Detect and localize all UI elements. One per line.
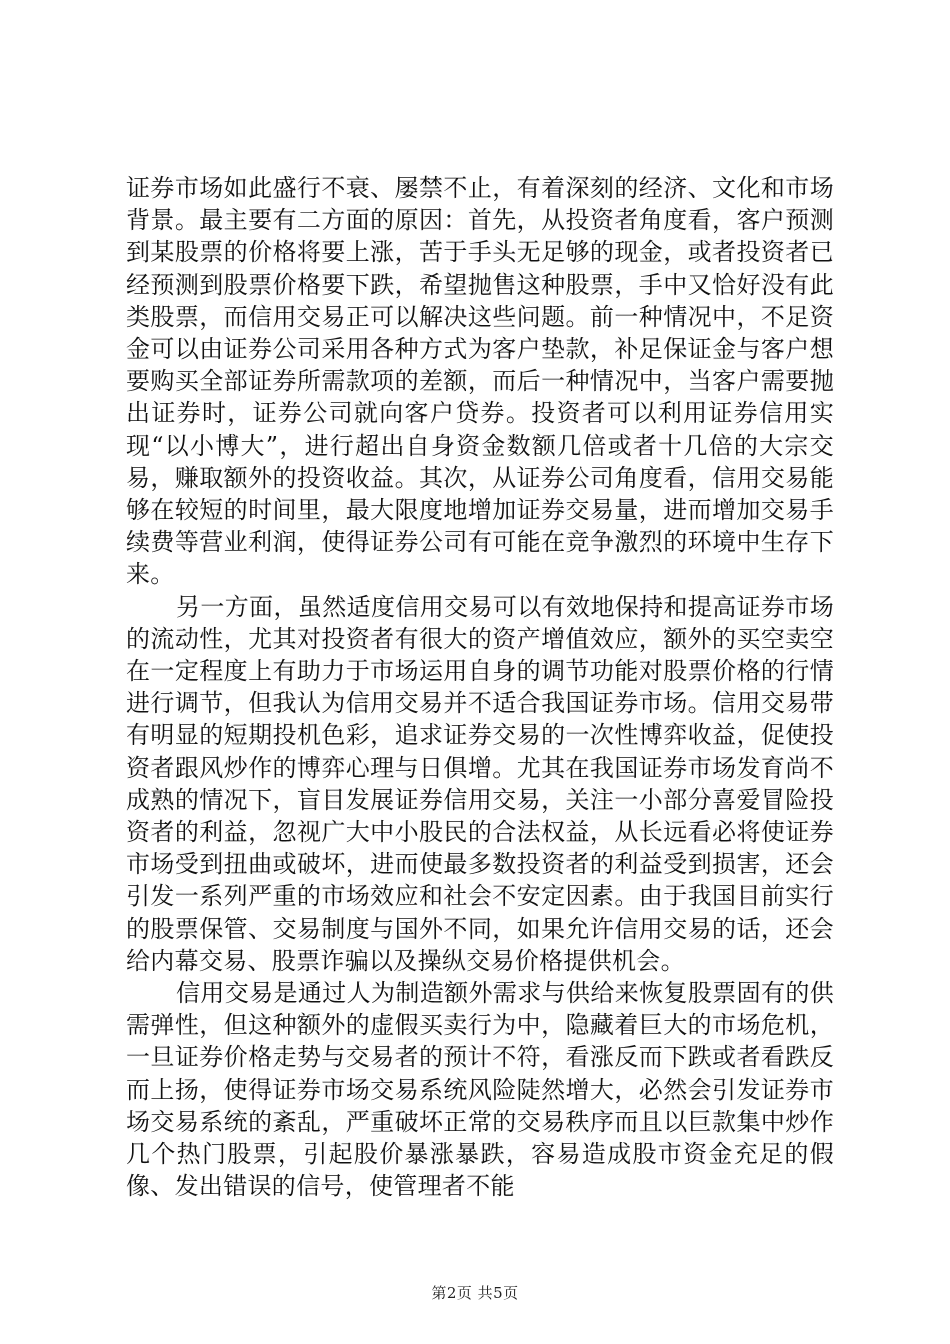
page-number: 第2页 共5页	[431, 1284, 519, 1302]
paragraph-3: 信用交易是通过人为制造额外需求与供给来恢复股票固有的供需弹性，但这种额外的虚假买卖行为中，隐藏着巨大的市场危机，一旦证券价格走势与交易者的预计不符，看涨反而下跌或者看跌反而上扬，使得证券市场交易系统风险陡然增大，必然会引发证券市场交易系统的紊乱，严重破坏正常的交易秩序而且以巨款集中炒作几个热门股票，引起股价暴涨暴跌，容易造成股市资金充足的假像、发出错误的信号，使管理者不能	[126, 979, 834, 1201]
page-footer	[0, 1282, 950, 1303]
document-body	[126, 172, 834, 1203]
paragraph-1: 证券市场如此盛行不衰、屡禁不止，有着深刻的经济、文化和市场背景。最主要有二方面的原因：首先，从投资者角度看，客户预测到某股票的价格将要上涨，苦于手头无足够的现金，或者投资者已经预测到股票价格要下跌，希望抛售这种股票，手中又恰好没有此类股票，而信用交易正可以解决这些问题。前一种情况中，不足资金可以由证券公司采用各种方式为客户垫款，补足保证金与客户想要购买全部证券所需款项的差额，而后一种情况中，当客户需要抛出证券时，证券公司就向客户贷券。投资者可以利用证券信用实现“以小博大”，进行超出自身资金数额几倍或者十几倍的大宗交易，赚取额外的投资收益。其次，从证券公司角度看，信用交易能够在较短的时间里，最大限度地增加证券交易量，进而增加交易手续费等营业利润，使得证券公司有可能在竞争激烈的环境中生存下来。	[126, 174, 834, 589]
paragraph-2: 另一方面，虽然适度信用交易可以有效地保持和提高证券市场的流动性，尤其对投资者有很大的资产增值效应，额外的买空卖空在一定程度上有助力于市场运用自身的调节功能对股票价格的行情进行调节，但我认为信用交易并不适合我国证券市场。信用交易带有明显的短期投机色彩，追求证券交易的一次性博弈收益，促使投资者跟风炒作的博弈心理与日俱增。尤其在我国证券市场发育尚不成熟的情况下，盲目发展证券信用交易，关注一小部分喜爱冒险投资者的利益，忽视广大中小股民的合法权益，从长远看必将使证券市场受到扭曲或破坏，进而使最多数投资者的利益受到损害，还会引发一系列严重的市场效应和社会不安定因素。由于我国目前实行的股票保管、交易制度与国外不同，如果允许信用交易的话，还会给内幕交易、股票诈骗以及操纵交易价格提供机会。	[126, 592, 834, 975]
